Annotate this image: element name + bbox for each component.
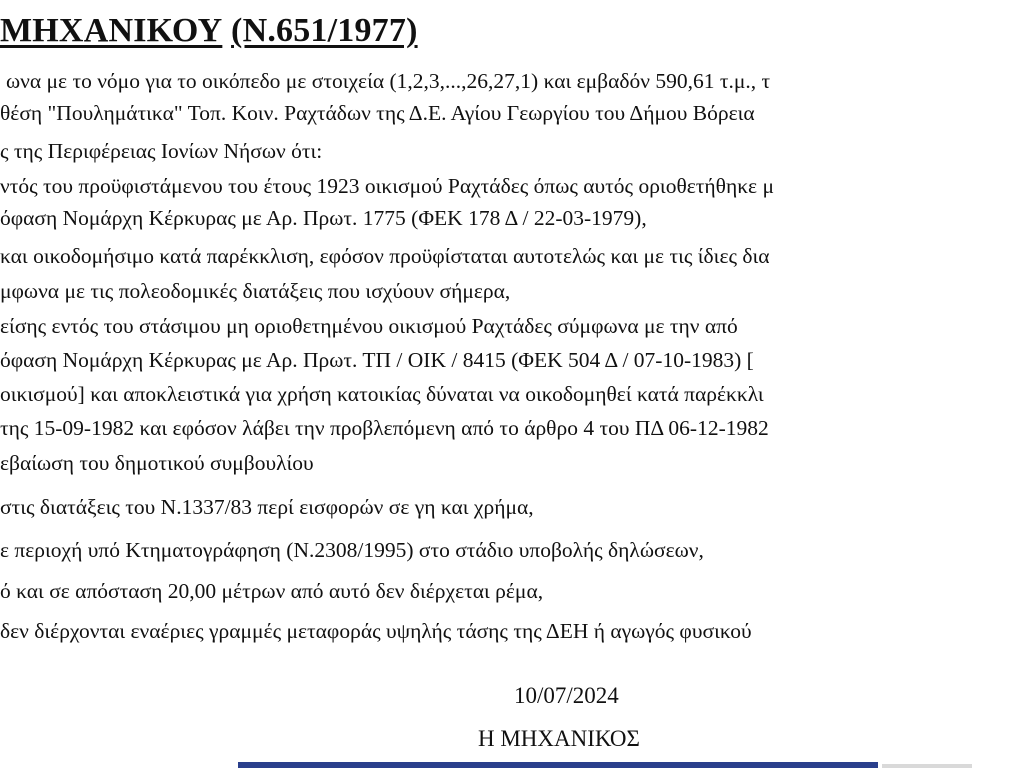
stamp-edge-grey <box>882 764 972 768</box>
text-line-16: δεν διέρχονται εναέριες γραμμές μεταφοράς υψηλής τάσης της ΔΕΗ ή αγωγός φυσικού <box>0 619 752 643</box>
document-heading <box>0 12 418 50</box>
text-line-13: στις διατάξεις του Ν.1337/83 περί εισφορών σε γη και χρήμα, <box>0 495 534 519</box>
text-line-5: όφαση Νομάρχη Κέρκυρας με Αρ. Πρωτ. 1775 (ΦΕΚ 178 Δ / 22-03-1979), <box>0 206 647 230</box>
heading-law-reference: (Ν.651/1977) <box>231 12 418 49</box>
stamp-edge-blue <box>238 762 878 768</box>
signer-title: Η ΜΗΧΑΝΙΚΟΣ <box>478 726 640 751</box>
text-line-14: ε περιοχή υπό Κτηματογράφηση (Ν.2308/1995) στο στάδιο υποβολής δηλώσεων, <box>0 538 704 562</box>
text-line-11: της 15-09-1982 και εφόσον λάβει την προβλεπόμενη από το άρθρο 4 του ΠΔ 06-12-1982 <box>0 416 769 440</box>
signature-date: 10/07/2024 <box>514 683 619 708</box>
text-line-6: και οικοδομήσιμο κατά παρέκκλιση, εφόσον προϋφίσταται αυτοτελώς και με τις ίδιες δια <box>0 244 770 268</box>
text-line-9: όφαση Νομάρχη Κέρκυρας με Αρ. Πρωτ. ΤΠ / ΟΙΚ / 8415 (ΦΕΚ 504 Δ / 07-10-1983) [ <box>0 348 754 372</box>
text-line-15: ό και σε απόσταση 20,00 μέτρων από αυτό δεν διέρχεται ρέμα, <box>0 579 544 603</box>
text-line-1: ωνα με το νόμο για το οικόπεδο με στοιχεία (1,2,3,...,26,27,1) και εμβαδόν 590,61 τ.μ., τ <box>6 69 771 93</box>
text-line-2: θέση "Πουλημάτικα" Τοπ. Κοιν. Ραχτάδων της Δ.Ε. Αγίου Γεωργίου του Δήμου Βόρεια <box>0 101 755 125</box>
text-line-10: οικισμού] και αποκλειστικά για χρήση κατοικίας δύναται να οικοδομηθεί κατά παρέκκλι <box>0 382 764 406</box>
text-line-4: ντός του προϋφιστάμενου του έτους 1923 οικισμού Ραχτάδες όπως αυτός οριοθετήθηκε μ <box>0 174 774 198</box>
text-line-7: μφωνα με τις πολεοδομικές διατάξεις που ισχύουν σήμερα, <box>0 279 511 303</box>
heading-title: ΜΗΧΑΝΙΚΟΥ <box>0 12 223 49</box>
text-line-12: εβαίωση του δημοτικού συμβουλίου <box>0 451 314 475</box>
text-line-8: είσης εντός του στάσιμου μη οριοθετημένου οικισμού Ραχτάδες σύμφωνα με την από <box>0 314 738 338</box>
text-line-3: ς της Περιφέρειας Ιονίων Νήσων ότι: <box>0 139 323 163</box>
